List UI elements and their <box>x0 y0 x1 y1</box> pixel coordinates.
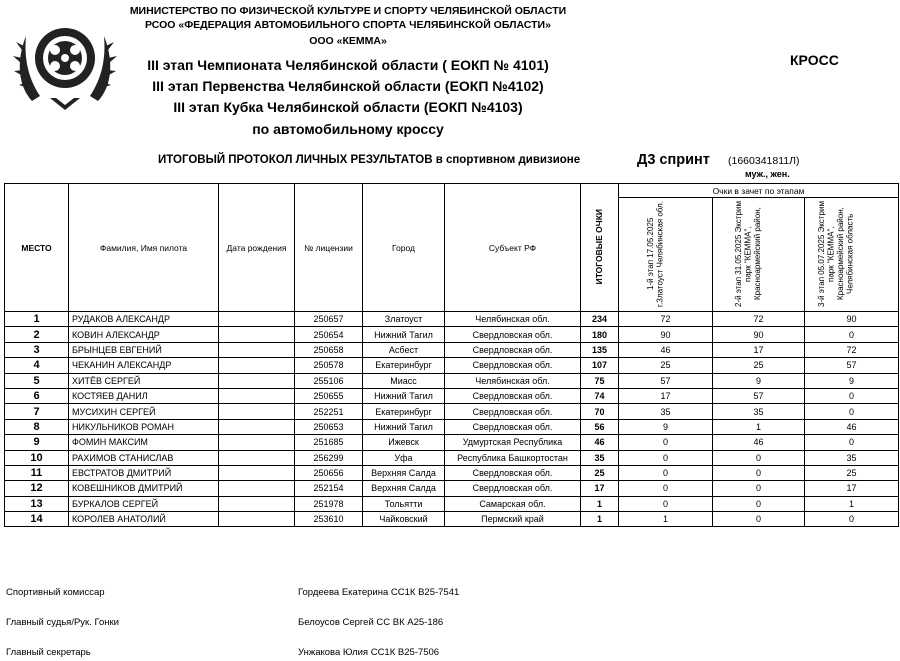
title-discipline-line: по автомобильному кроссу <box>252 121 444 137</box>
federation-logo <box>10 6 120 116</box>
license-cell: 251685 <box>295 435 363 450</box>
stage-1-points-cell: 35 <box>619 404 713 419</box>
place-cell: 13 <box>5 496 69 511</box>
title-cup: III этап Кубка Челябинской области (ЕОКП №4103) <box>173 99 523 115</box>
official-role-secretary: Главный секретарь <box>6 647 91 658</box>
birth-date-cell <box>219 419 295 434</box>
place-cell: 1 <box>5 312 69 327</box>
place-cell: 6 <box>5 388 69 403</box>
stage-2-points-cell: 9 <box>713 373 805 388</box>
col-license: № лицензии <box>295 184 363 312</box>
license-cell: 255106 <box>295 373 363 388</box>
region-cell: Свердловская обл. <box>445 419 581 434</box>
city-cell: Екатеринбург <box>363 358 445 373</box>
region-cell: Челябинская обл. <box>445 373 581 388</box>
birth-date-cell <box>219 358 295 373</box>
stage-1-points-cell: 1 <box>619 512 713 527</box>
table-row <box>5 419 899 434</box>
stage-3-points-cell: 17 <box>805 481 899 496</box>
birth-date-cell <box>219 388 295 403</box>
license-cell: 250655 <box>295 388 363 403</box>
table-row <box>5 373 899 388</box>
region-cell: Пермский край <box>445 512 581 527</box>
stage-3-points-cell: 90 <box>805 312 899 327</box>
city-cell: Екатеринбург <box>363 404 445 419</box>
total-points-cell: 56 <box>581 419 619 434</box>
birth-date-cell <box>219 404 295 419</box>
region-cell: Свердловская обл. <box>445 481 581 496</box>
pilot-name-cell: КОВИН АЛЕКСАНДР <box>69 327 219 342</box>
birth-date-cell <box>219 465 295 480</box>
region-cell: Челябинская обл. <box>445 312 581 327</box>
place-cell: 11 <box>5 465 69 480</box>
place-cell: 8 <box>5 419 69 434</box>
table-row <box>5 465 899 480</box>
place-cell: 10 <box>5 450 69 465</box>
stage-2-points-cell: 72 <box>713 312 805 327</box>
total-points-cell: 74 <box>581 388 619 403</box>
results-table <box>4 183 899 527</box>
city-cell: Нижний Тагил <box>363 419 445 434</box>
stage-1-points-cell: 25 <box>619 358 713 373</box>
table-row <box>5 435 899 450</box>
license-cell: 251978 <box>295 496 363 511</box>
official-role-chief-judge: Главный судья/Рук. Гонки <box>6 617 119 628</box>
city-cell: Чайковский <box>363 512 445 527</box>
pilot-name-cell: КОВЕШНИКОВ ДМИТРИЙ <box>69 481 219 496</box>
city-cell: Верхняя Салда <box>363 465 445 480</box>
pilot-name-cell: БУРКАЛОВ СЕРГЕЙ <box>69 496 219 511</box>
city-cell: Миасс <box>363 373 445 388</box>
stage-1-points-cell: 46 <box>619 342 713 357</box>
birth-date-cell <box>219 342 295 357</box>
stage-1-points-cell: 0 <box>619 496 713 511</box>
license-cell: 250656 <box>295 465 363 480</box>
stage-2-points-cell: 1 <box>713 419 805 434</box>
stage-3-points-cell: 35 <box>805 450 899 465</box>
license-cell: 250653 <box>295 419 363 434</box>
total-points-cell: 1 <box>581 496 619 511</box>
place-cell: 4 <box>5 358 69 373</box>
stage-3-points-cell: 46 <box>805 419 899 434</box>
division-code: (1660341811Л) <box>728 155 800 167</box>
col-pilot-name: Фамилия, Имя пилота <box>69 184 219 312</box>
region-cell: Республика Башкортостан <box>445 450 581 465</box>
table-row <box>5 496 899 511</box>
region-cell: Свердловская обл. <box>445 465 581 480</box>
official-name-commissioner: Гордеева Екатерина СС1К В25-7541 <box>298 587 460 598</box>
stage-1-points-cell: 72 <box>619 312 713 327</box>
pilot-name-cell: ЕВСТРАТОВ ДМИТРИЙ <box>69 465 219 480</box>
col-total-points-label: ИТОГОВЫЕ ОЧКИ <box>593 208 604 285</box>
place-cell: 7 <box>5 404 69 419</box>
pilot-name-cell: ХИТЁВ СЕРГЕЙ <box>69 373 219 388</box>
license-cell: 250658 <box>295 342 363 357</box>
birth-date-cell <box>219 312 295 327</box>
stage-2-label: 2-й этап 31.05.2025 Экстрим парк "КЕММА", Красноармейский район, <box>733 200 762 307</box>
col-region: Субъект РФ <box>445 184 581 312</box>
total-points-cell: 35 <box>581 450 619 465</box>
stage-1-points-cell: 57 <box>619 373 713 388</box>
place-cell: 12 <box>5 481 69 496</box>
stage-2-points-cell: 57 <box>713 388 805 403</box>
region-cell: Свердловская обл. <box>445 327 581 342</box>
pilot-name-cell: МУСИХИН СЕРГЕЙ <box>69 404 219 419</box>
stage-2-points-cell: 0 <box>713 450 805 465</box>
stage-3-points-cell: 0 <box>805 404 899 419</box>
table-row <box>5 404 899 419</box>
pilot-name-cell: РАХИМОВ СТАНИСЛАВ <box>69 450 219 465</box>
stage-2-points-cell: 90 <box>713 327 805 342</box>
place-cell: 2 <box>5 327 69 342</box>
table-row <box>5 342 899 357</box>
stage-3-points-cell: 9 <box>805 373 899 388</box>
license-cell: 250654 <box>295 327 363 342</box>
region-cell: Удмуртская Республика <box>445 435 581 450</box>
license-cell: 253610 <box>295 512 363 527</box>
stage-3-points-cell: 25 <box>805 465 899 480</box>
table-row <box>5 512 899 527</box>
federation-line: РСОО «ФЕДЕРАЦИЯ АВТОМОБИЛЬНОГО СПОРТА ЧЕЛЯБИНСКОЙ ОБЛАСТИ» <box>145 19 551 31</box>
col-stage-1 <box>619 198 713 312</box>
col-city: Город <box>363 184 445 312</box>
city-cell: Златоуст <box>363 312 445 327</box>
table-row <box>5 388 899 403</box>
official-role-commissioner: Спортивный комиссар <box>6 587 105 598</box>
col-place: МЕСТО <box>5 184 69 312</box>
table-row <box>5 312 899 327</box>
pilot-name-cell: КОСТЯЕВ ДАНИЛ <box>69 388 219 403</box>
stage-3-points-cell: 1 <box>805 496 899 511</box>
total-points-cell: 1 <box>581 512 619 527</box>
table-row <box>5 481 899 496</box>
col-birth-date: Дата рождения <box>219 184 295 312</box>
total-points-cell: 135 <box>581 342 619 357</box>
birth-date-cell <box>219 435 295 450</box>
place-cell: 9 <box>5 435 69 450</box>
ministry-line: МИНИСТЕРСТВО ПО ФИЗИЧЕСКОЙ КУЛЬТУРЕ И СПОРТУ ЧЕЛЯБИНСКОЙ ОБЛАСТИ <box>129 5 567 17</box>
table-row <box>5 327 899 342</box>
pilot-name-cell: БРЫНЦЕВ ЕВГЕНИЙ <box>69 342 219 357</box>
col-stage-2 <box>713 198 805 312</box>
title-pervenstvo: III этап Первенства Челябинской области (ЕОКП №4102) <box>152 78 544 94</box>
city-cell: Уфа <box>363 450 445 465</box>
birth-date-cell <box>219 450 295 465</box>
pilot-name-cell: ФОМИН МАКСИМ <box>69 435 219 450</box>
total-points-cell: 107 <box>581 358 619 373</box>
birth-date-cell <box>219 512 295 527</box>
region-cell: Свердловская обл. <box>445 388 581 403</box>
stage-2-points-cell: 0 <box>713 465 805 480</box>
total-points-cell: 75 <box>581 373 619 388</box>
stage-1-points-cell: 0 <box>619 465 713 480</box>
stage-3-points-cell: 57 <box>805 358 899 373</box>
birth-date-cell <box>219 481 295 496</box>
license-cell: 252251 <box>295 404 363 419</box>
place-cell: 3 <box>5 342 69 357</box>
protocol-title: ИТОГОВЫЙ ПРОТОКОЛ ЛИЧНЫХ РЕЗУЛЬТАТОВ в спортивном дивизионе <box>158 154 581 166</box>
col-stages-group: Очки в зачет по этапам <box>619 184 899 198</box>
city-cell: Ижевск <box>363 435 445 450</box>
stage-1-label: 1-й этап 17.05.2025 г.Златоуст Челябинская обл. <box>645 200 664 307</box>
pilot-name-cell: НИКУЛЬНИКОВ РОМАН <box>69 419 219 434</box>
stage-3-points-cell: 0 <box>805 512 899 527</box>
license-cell: 250578 <box>295 358 363 373</box>
stage-1-points-cell: 17 <box>619 388 713 403</box>
stage-1-points-cell: 0 <box>619 435 713 450</box>
stage-3-label: 3-й этап 05.07.2025 Экстрим парк "КЕММА", Красноармейский район, Челябинская область <box>816 200 854 307</box>
official-name-chief-judge: Белоусов Сергей СС ВК А25-186 <box>298 617 444 628</box>
city-cell: Нижний Тагил <box>363 327 445 342</box>
stage-3-points-cell: 0 <box>805 388 899 403</box>
pilot-name-cell: РУДАКОВ АЛЕКСАНДР <box>69 312 219 327</box>
stage-2-points-cell: 0 <box>713 512 805 527</box>
license-cell: 256299 <box>295 450 363 465</box>
stage-3-points-cell: 72 <box>805 342 899 357</box>
license-cell: 250657 <box>295 312 363 327</box>
stage-2-points-cell: 35 <box>713 404 805 419</box>
stage-2-points-cell: 0 <box>713 496 805 511</box>
stage-2-points-cell: 25 <box>713 358 805 373</box>
city-cell: Асбест <box>363 342 445 357</box>
city-cell: Тольятти <box>363 496 445 511</box>
official-name-secretary: Унжакова Юлия СС1К В25-7506 <box>298 647 440 658</box>
stage-3-points-cell: 0 <box>805 435 899 450</box>
total-points-cell: 70 <box>581 404 619 419</box>
stage-2-points-cell: 46 <box>713 435 805 450</box>
stage-2-points-cell: 0 <box>713 481 805 496</box>
stage-3-points-cell: 0 <box>805 327 899 342</box>
table-row <box>5 450 899 465</box>
birth-date-cell <box>219 496 295 511</box>
col-total-points <box>581 184 619 312</box>
region-cell: Свердловская обл. <box>445 342 581 357</box>
pilot-name-cell: КОРОЛЕВ АНАТОЛИЙ <box>69 512 219 527</box>
stage-2-points-cell: 17 <box>713 342 805 357</box>
company-line: ООО «КЕММА» <box>309 35 387 47</box>
stage-1-points-cell: 9 <box>619 419 713 434</box>
total-points-cell: 46 <box>581 435 619 450</box>
place-cell: 14 <box>5 512 69 527</box>
title-championship: III этап Чемпионата Челябинской области ( ЕОКП № 4101) <box>147 57 549 73</box>
total-points-cell: 25 <box>581 465 619 480</box>
col-stage-3 <box>805 198 899 312</box>
stage-1-points-cell: 90 <box>619 327 713 342</box>
discipline-label: КРОСС <box>790 52 839 68</box>
gender-label: муж., жен. <box>745 169 790 179</box>
table-row <box>5 358 899 373</box>
birth-date-cell <box>219 373 295 388</box>
city-cell: Нижний Тагил <box>363 388 445 403</box>
birth-date-cell <box>219 327 295 342</box>
total-points-cell: 180 <box>581 327 619 342</box>
city-cell: Верхняя Салда <box>363 481 445 496</box>
place-cell: 5 <box>5 373 69 388</box>
total-points-cell: 234 <box>581 312 619 327</box>
stage-1-points-cell: 0 <box>619 481 713 496</box>
stage-1-points-cell: 0 <box>619 450 713 465</box>
division-name: Д3 спринт <box>637 152 710 168</box>
region-cell: Свердловская обл. <box>445 404 581 419</box>
pilot-name-cell: ЧЕКАНИН АЛЕКСАНДР <box>69 358 219 373</box>
region-cell: Самарская обл. <box>445 496 581 511</box>
license-cell: 252154 <box>295 481 363 496</box>
total-points-cell: 17 <box>581 481 619 496</box>
region-cell: Свердловская обл. <box>445 358 581 373</box>
